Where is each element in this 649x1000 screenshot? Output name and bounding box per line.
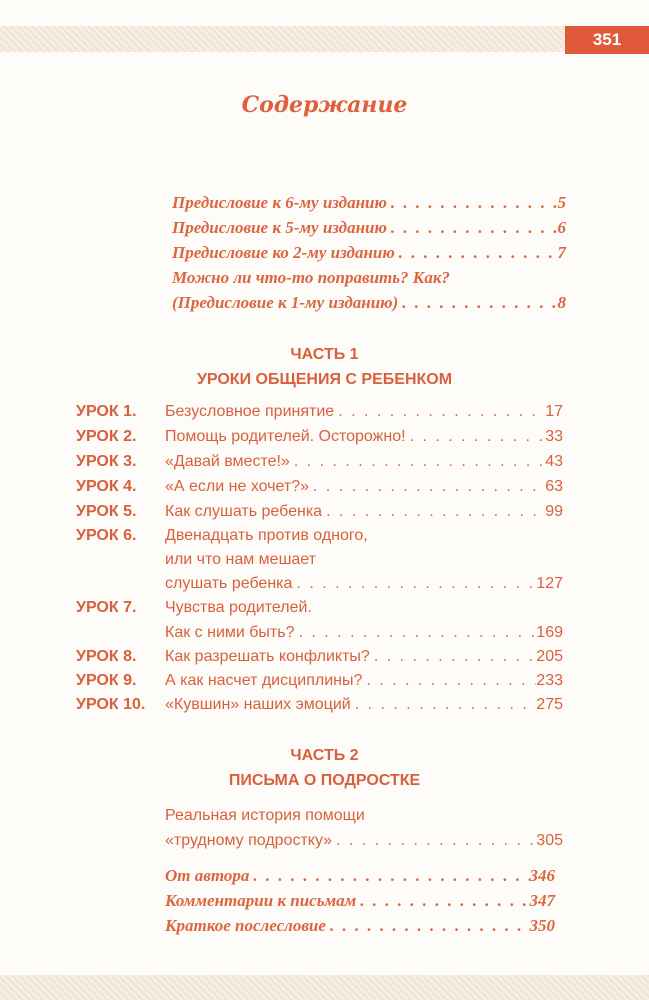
leader-dots [322,503,545,521]
toc-entry-text: Реальная история помощи [165,807,365,824]
toc-entry-page: 17 [545,403,563,420]
toc-entry-page: 63 [545,478,563,495]
toc-entry-page: 346 [529,866,555,885]
toc-entry-page: 6 [557,218,566,237]
leader-dots [292,575,536,593]
part1-heading: ЧАСТЬ 1 [290,346,359,363]
leader-dots [406,428,546,446]
toc-entry-text: Как слушать ребенка [165,503,323,520]
part2-subheading: ПИСЬМА О ПОДРОСТКЕ [228,772,421,789]
toc-entry-text: От автора [165,866,250,885]
toc-entry-text: А как насчет дисциплины? [165,672,363,689]
toc-entry-afterword[interactable] [165,916,555,936]
leader-dots [290,453,545,471]
leader-dots [387,193,558,213]
lesson-label: УРОК 6. [76,527,137,544]
leader-dots [395,243,558,263]
toc-entry-page: 5 [557,193,566,212]
leader-dots [334,403,545,421]
toc-entry-preface-2[interactable] [172,243,566,263]
toc-entry-from-author[interactable] [165,866,555,886]
leader-dots [326,916,530,936]
toc-entry-lesson-6-line1[interactable] [165,527,563,545]
toc-entry-story-line1[interactable] [165,807,563,825]
toc-entry-lesson-6[interactable] [165,575,563,593]
toc-entry-preface-6[interactable] [172,193,566,213]
leader-dots [398,293,557,313]
toc-entry-page: 350 [529,916,555,935]
bottom-decorative-band [0,975,649,1000]
lesson-label: УРОК 5. [76,503,137,520]
toc-entry-lesson-4[interactable] [165,478,563,496]
leader-dots [332,832,536,850]
toc-entry-page: 8 [557,293,566,312]
lesson-label: УРОК 2. [76,428,137,445]
toc-entry-preface-1[interactable] [172,293,566,313]
toc-entry-page: 7 [557,243,566,262]
leader-dots [295,624,537,642]
toc-entry-lesson-10[interactable] [165,696,563,714]
lesson-label: УРОК 1. [76,403,137,420]
toc-entry-lesson-1[interactable] [165,403,563,421]
lesson-label: УРОК 9. [76,672,137,689]
toc-entry-text: (Предисловие к 1-му изданию) [172,293,399,312]
toc-entry-text: Безусловное принятие [165,403,335,420]
toc-entry-lesson-8[interactable] [165,648,563,666]
lesson-label: УРОК 4. [76,478,137,495]
toc-entry-text: Помощь родителей. Осторожно! [165,428,406,445]
toc-entry-text: «А если не хочет?» [165,478,310,495]
toc-entry-text: Как с ними быть? [165,624,295,641]
toc-entry-lesson-9[interactable] [165,672,563,690]
lesson-label: УРОК 10. [76,696,146,713]
toc-entry-text: Предисловие ко 2-му изданию [172,243,395,262]
toc-entry-text: Чувства родителей. [165,599,312,616]
part1-subheading: УРОКИ ОБЩЕНИЯ С РЕБЕНКОМ [196,371,453,388]
toc-entry-text: слушать ребенка [165,575,293,592]
toc-entry-text: Как разрешать конфликты? [165,648,370,665]
toc-entry-lesson-7-line1[interactable] [165,599,563,617]
page-number: 351 [565,26,649,54]
toc-entry-page: 169 [536,624,563,641]
toc-entry-lesson-5[interactable] [165,503,563,521]
page-title: Содержание [241,92,408,118]
leader-dots [387,218,558,238]
toc-entry-page: 275 [536,696,563,713]
toc-entry-page: 99 [545,503,563,520]
toc-entry-preface-1-line1[interactable] [172,268,566,288]
toc-entry-text: Краткое послесловие [165,916,326,935]
toc-entry-text: Комментарии к письмам [165,891,357,910]
toc-entry-page: 43 [545,453,563,470]
toc-entry-text: «трудному подростку» [165,832,333,849]
top-decorative-band [0,26,649,52]
lesson-label: УРОК 7. [76,599,137,616]
toc-entry-text: или что нам мешает [165,551,316,568]
toc-entry-lesson-2[interactable] [165,428,563,446]
toc-entry-page: 127 [536,575,563,592]
toc-entry-lesson-3[interactable] [165,453,563,471]
leader-dots [309,478,545,496]
lesson-label: УРОК 8. [76,648,137,665]
toc-entry-story[interactable] [165,832,563,850]
toc-entry-text: Можно ли что-то поправить? Как? [172,268,450,287]
leader-dots [249,866,529,886]
leader-dots [370,648,536,666]
toc-entry-page: 305 [536,832,563,849]
toc-entry-page: 347 [529,891,555,910]
toc-entry-page: 205 [536,648,563,665]
toc-entry-comments[interactable] [165,891,555,911]
toc-entry-text: «Давай вместе!» [165,453,290,470]
toc-entry-page: 33 [545,428,563,445]
toc-entry-lesson-6-line2[interactable] [165,551,563,569]
toc-entry-lesson-7[interactable] [165,624,563,642]
toc-entry-text: Предисловие к 6-му изданию [172,193,387,212]
leader-dots [356,891,529,911]
leader-dots [351,696,537,714]
lesson-label: УРОК 3. [76,453,137,470]
leader-dots [362,672,536,690]
toc-entry-text: Двенадцать против одного, [165,527,368,544]
toc-entry-text: Предисловие к 5-му изданию [172,218,387,237]
part2-heading: ЧАСТЬ 2 [290,747,359,764]
toc-entry-text: «Кувшин» наших эмоций [165,696,351,713]
toc-entry-page: 233 [536,672,563,689]
toc-entry-preface-5[interactable] [172,218,566,238]
